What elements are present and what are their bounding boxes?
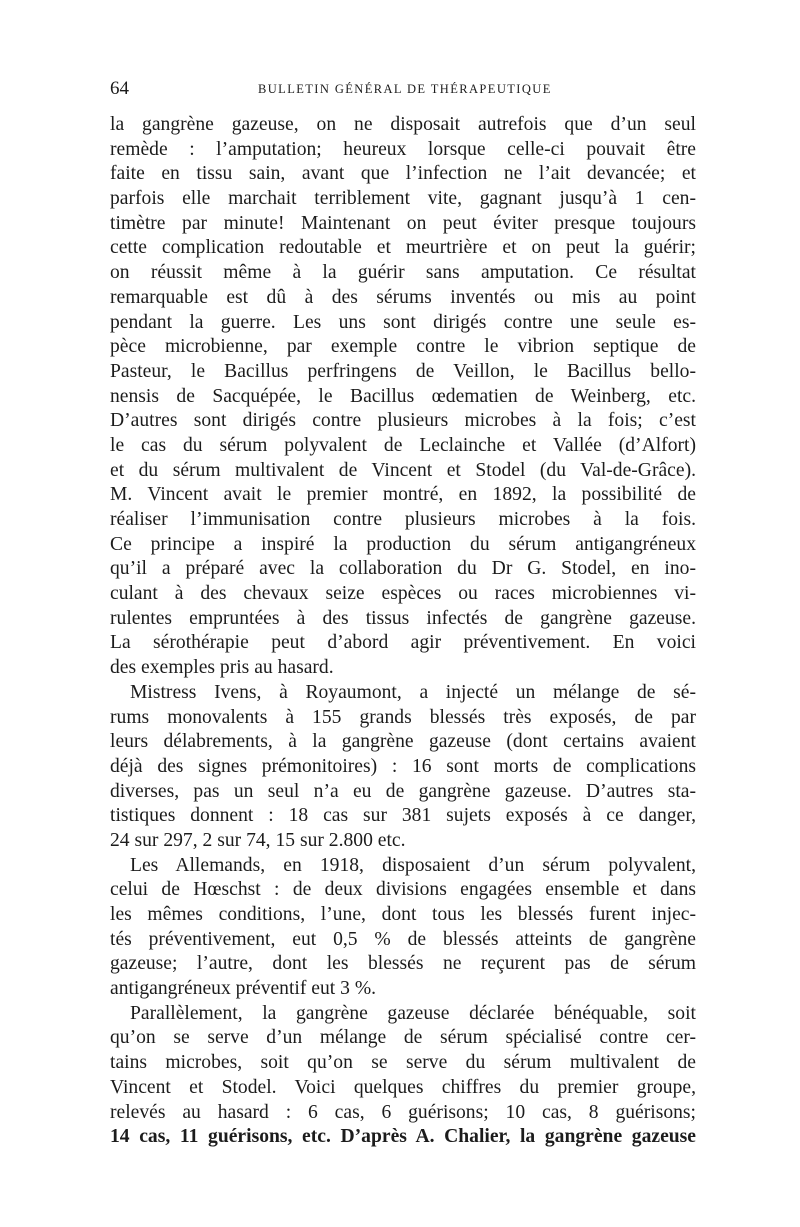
text-line: Les Allemands, en 1918, disposaient d’un sérum polyvalent, — [130, 854, 696, 876]
text-line: pèce microbienne, par exemple contre le vibrion septique de — [110, 336, 696, 358]
text-line: la gangrène gazeuse, on ne disposait autrefois que d’un seul — [110, 114, 696, 135]
text-line: leurs délabrements, à la gangrène gazeuse (dont certains avaient — [110, 731, 696, 753]
text-line: La sérothérapie peut d’abord agir préventivement. En voici — [110, 632, 696, 654]
text-line: tistiques donnent : 18 cas sur 381 sujets exposés à ce danger, — [110, 805, 696, 827]
text-line: parfois elle marchait terriblement vite, gagnant jusqu’à 1 cen- — [110, 188, 696, 210]
text-line: D’autres sont dirigés contre plusieurs microbes à la fois; c’est — [110, 410, 696, 432]
text-line: des exemples pris au hasard. — [110, 657, 334, 679]
text-line: qu’il a préparé avec la collaboration du Dr G. Stodel, en ino- — [110, 558, 696, 580]
text-line: timètre par minute! Maintenant on peut éviter presque toujours — [110, 212, 696, 234]
page-number: 64 — [110, 78, 129, 99]
text-line: remarquable est dû à des sérums inventés ou mis au point — [110, 286, 696, 308]
text-line: cette complication redoutable et meurtrière et on peut la guérir; — [110, 237, 696, 259]
text-line: Pasteur, le Bacillus perfringens de Veillon, le Bacillus bello- — [110, 360, 696, 382]
text-line: relevés au hasard : 6 cas, 6 guérisons; 10 cas, 8 guérisons; — [110, 1101, 696, 1123]
text-line: faite en tissu sain, avant que l’infection ne l’ait devancée; et — [110, 163, 696, 185]
text-line: et du sérum multivalent de Vincent et Stodel (du Val-de-Grâce). — [110, 459, 696, 481]
text-line: 14 cas, 11 guérisons, etc. D’après A. Chalier, la gangrène gazeuse — [110, 1126, 696, 1148]
body-text — [110, 113, 696, 1150]
text-line: Ce principe a inspiré la production du sérum antigangréneux — [110, 533, 696, 555]
text-line: qu’on se serve d’un mélange de sérum spécialisé contre cer- — [110, 1027, 696, 1049]
text-line: gazeuse; l’autre, dont les blessés ne reçurent pas de sérum — [110, 953, 696, 975]
text-line: nensis de Sacquépée, le Bacillus œdematien de Weinberg, etc. — [110, 385, 696, 407]
text-line: diverses, pas un seul n’a eu de gangrène gazeuse. D’autres sta- — [110, 780, 696, 802]
page-header — [110, 78, 695, 100]
text-line: remède : l’amputation; heureux lorsque celle-ci pouvait être — [110, 138, 696, 160]
text-line: Parallèlement, la gangrène gazeuse déclarée bénéquable, soit — [130, 1002, 696, 1024]
text-line: M. Vincent avait le premier montré, en 1892, la possibilité de — [110, 484, 696, 506]
text-line: les mêmes conditions, l’une, dont tous les blessés furent injec- — [110, 904, 696, 925]
text-line: Mistress Ivens, à Royaumont, a injecté un mélange de sé- — [130, 681, 696, 703]
text-line: pendant la guerre. Les uns sont dirigés contre une seule es- — [110, 311, 696, 333]
text-line: culant à des chevaux seize espèces ou races microbiennes vi- — [110, 583, 696, 605]
text-line: antigangréneux préventif eut 3 %. — [110, 978, 377, 1000]
text-line: tés préventivement, eut 0,5 % de blessés atteints de gangrène — [110, 928, 696, 950]
text-line: celui de Hœschst : de deux divisions engagées ensemble et dans — [110, 879, 696, 901]
text-line: tains microbes, soit qu’on se serve du sérum multivalent de — [110, 1052, 696, 1074]
text-line: rums monovalents à 155 grands blessés très exposés, de par — [110, 706, 696, 728]
text-line: rulentes empruntées à des tissus infectés de gangrène gazeuse. — [110, 607, 696, 629]
text-line: Vincent et Stodel. Voici quelques chiffres du premier groupe, — [110, 1076, 696, 1098]
text-line: le cas du sérum polyvalent de Leclainche et Vallée (d’Alfort) — [110, 434, 696, 456]
text-line: réaliser l’immunisation contre plusieurs microbes à la fois. — [110, 509, 696, 530]
running-title: BULLETIN GÉNÉRAL DE THÉRAPEUTIQUE — [258, 82, 552, 96]
text-line: 24 sur 297, 2 sur 74, 15 sur 2.800 etc. — [110, 829, 406, 851]
text-line: déjà des signes prémonitoires) : 16 sont morts de complications — [110, 755, 696, 777]
text-line: on réussit même à la guérir sans amputation. Ce résultat — [110, 262, 696, 284]
